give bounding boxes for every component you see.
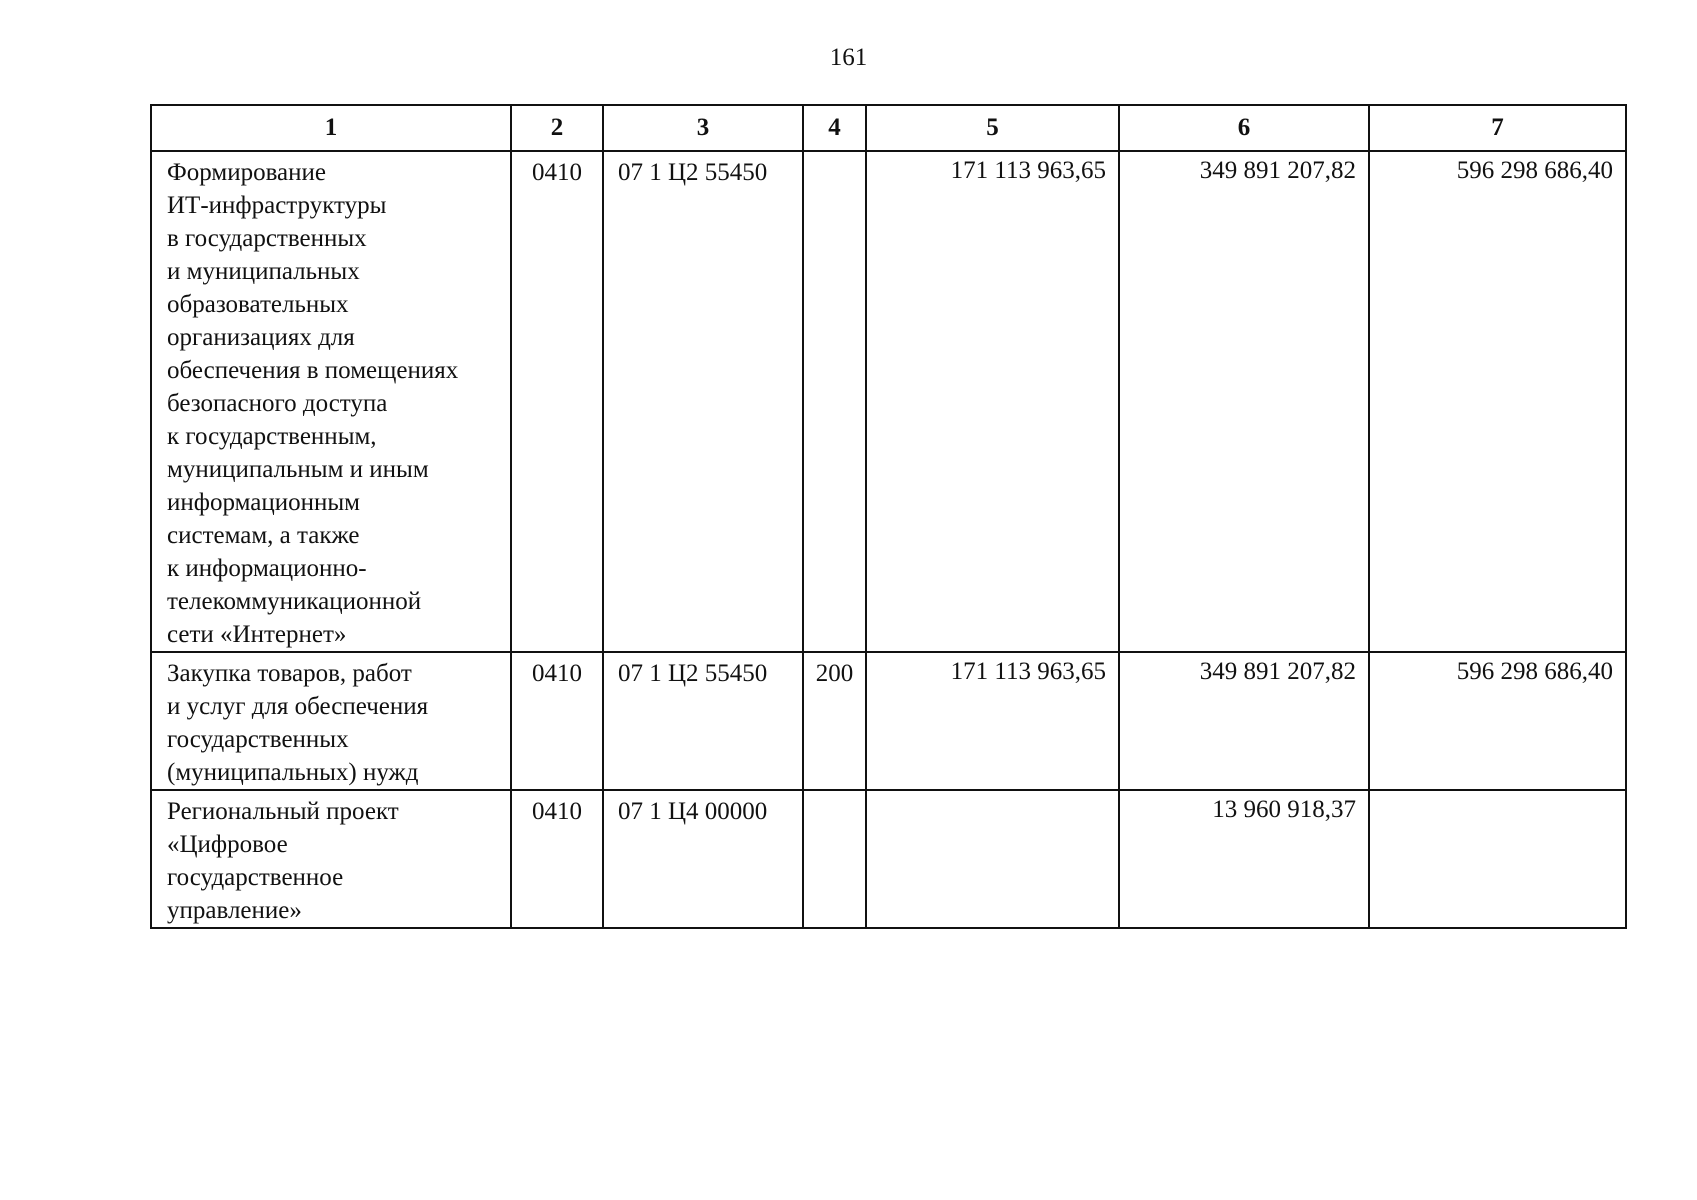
row-type: 200 [815,660,854,687]
row-sum-3: 596 298 686,40 [1456,157,1613,184]
row-sum-2: 13 960 918,37 [1212,796,1356,823]
row-sum-2: 349 891 207,82 [1199,658,1356,685]
header-col-6: 6 [1119,105,1369,151]
header-col-3: 3 [603,105,803,151]
row-sum-3 [1370,791,1625,793]
row-type [804,152,865,156]
header-col-1: 1 [151,105,511,151]
row-sum-1: 171 113 963,65 [950,157,1106,184]
row-sum-2: 349 891 207,82 [1199,157,1356,184]
row-sum-1 [867,791,1118,793]
page-number: 161 [829,44,868,71]
row-target: 07 1 Ц2 55450 [618,660,768,687]
table-row [151,652,1626,790]
row-section: 0410 [532,660,582,687]
row-sum-3: 596 298 686,40 [1456,658,1613,685]
header-col-7: 7 [1369,105,1626,151]
row-type [804,791,865,795]
row-name: Региональный проект «Цифровое государственное управление» [167,798,399,924]
row-section: 0410 [532,798,582,825]
row-name: Формирование ИТ-инфраструктуры в государственных и муниципальных образовательных организациях для обеспечения в помещениях безопасного доступа к государственным, муниципальным и иным информационным системам, а также к информационно- телекоммуникационной сети «Интернет» [167,159,459,648]
row-target: 07 1 Ц4 00000 [618,798,768,825]
table-row [151,151,1626,652]
table-row [151,790,1626,928]
row-sum-1: 171 113 963,65 [950,658,1106,685]
header-col-4: 4 [803,105,866,151]
budget-table [150,104,1627,929]
row-target: 07 1 Ц2 55450 [618,159,768,186]
row-section: 0410 [532,159,582,186]
header-row [151,105,1626,151]
row-name: Закупка товаров, работ и услуг для обеспечения государственных (муниципальных) нужд [167,660,429,786]
header-col-2: 2 [511,105,603,151]
header-col-5: 5 [866,105,1119,151]
